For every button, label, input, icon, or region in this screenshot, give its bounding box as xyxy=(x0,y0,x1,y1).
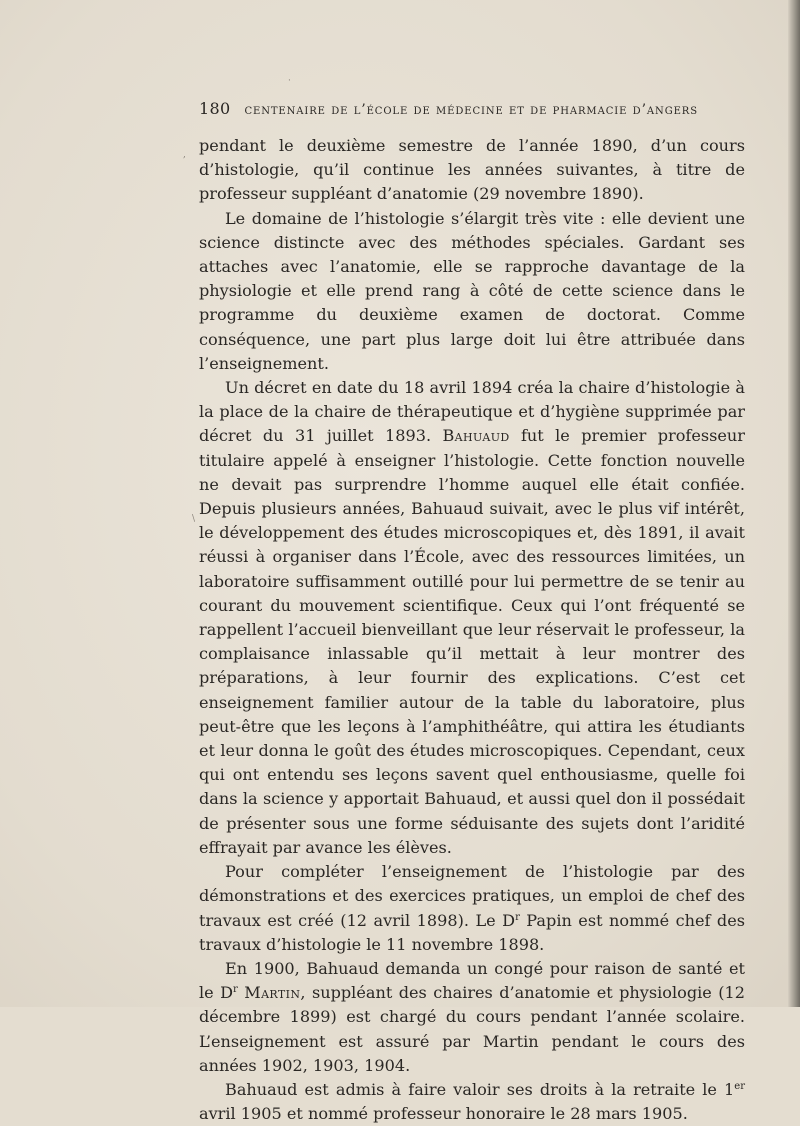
paragraph-3-text-cont: fut le premier professeur titulaire appelé à enseigner l’histologie. Cette fonction nouvelle ne devait pas surprendre l’homme auquel elle était confiée. Depuis plusieurs années, Bahuaud suivait, avec le plus vif intérêt, le développement des études microscopiques et, dès 1891, il avait réussi à organiser dans l’École, avec des ressources limitées, un laboratoire suffisamment outillé pour lui permettre de se tenir au courant du mouvement scientifique. Ceux qui l’ont fréquenté se rappellent l’accueil bienveillant que leur réservait le professeur, la complaisance inlassable qu’il mettait à leur montrer des préparations, à leur fournir des explications. C’est cet enseignement familier autour de la table du laboratoire, plus peut-être que les leçons à l’amphithéâtre, qui attira les étudiants et leur donna le goût des études microscopiques. Cependant, ceux qui ont entendu ses leçons savent quel enthousiasme, quelle foi dans la science y apportait Bahuaud, et aussi quel don il possédait de présenter sous une forme séduisante des sujets dont l’aridité effrayait par avance les élèves. xyxy=(199,426,745,857)
running-header xyxy=(199,99,744,118)
paragraph-2: Le domaine de l’histologie s’élargit très vite : elle devient une science distincte avec des méthodes spéciales. Gardant ses attaches avec l’anatomie, elle se rapproche davantage de la physiologie et elle prend rang à côté de cette science dans le programme du deuxième examen de doctorat. Comme conséquence, une part plus large doit lui être attribuée dans l’enseignement. xyxy=(199,208,745,373)
superscript-er: er xyxy=(734,1080,745,1092)
paragraph-4-text-cont: Papin est nommé chef des travaux d’histologie le 11 novembre 1898. xyxy=(199,910,745,954)
page-edge-shadow xyxy=(788,0,800,1007)
paragraph-3-text: Un décret en date du 18 avril 1894 créa la chaire d’histologie à la place de la chaire de thérapeutique et d’hygiène supprimée par décret du 31 juillet 1893. xyxy=(199,378,745,446)
paragraph-5-text: En 1900, Bahuaud demanda un congé pour raison de santé et le D xyxy=(199,958,745,1003)
name-bahuaud: Bahuaud xyxy=(442,426,510,446)
paper-speck: · xyxy=(288,76,291,86)
paragraph-6-text: Bahuaud est admis à faire valoir ses droits à la retraite le 1 xyxy=(225,1079,735,1099)
paper-speck: , xyxy=(183,150,186,160)
paragraph-5-text-cont: , suppléant des chaires d’anatomie et physiologie (12 décembre 1899) est chargé du cours pendant l’année scolaire. L’enseignement est assuré par Martin pendant le cours des années 1902, 1903, 1904. xyxy=(199,983,745,1075)
paragraph-4-text: Pour compléter l’enseignement de l’histologie par des démonstrations et des exercices pratiques, un emploi de chef des travaux est créé (12 avril 1898). Le D xyxy=(199,862,745,930)
paper-speck: \ xyxy=(192,514,196,524)
paragraph-4 xyxy=(199,860,745,957)
superscript-r: r xyxy=(233,984,238,996)
paragraph-6-text-cont: avril 1905 et nommé professeur honoraire le 28 mars 1905. xyxy=(199,1104,688,1124)
superscript-r: r xyxy=(515,911,520,923)
page-number: 180 xyxy=(199,99,231,118)
name-martin: Martin xyxy=(244,983,301,1003)
body-text xyxy=(199,134,745,1126)
paragraph-3 xyxy=(199,376,745,860)
paragraph-1: pendant le deuxième semestre de l’année 1890, d’un cours d’histologie, qu’il continue les années suivantes, à titre de professeur suppléant d’anatomie (29 novembre 1890). xyxy=(199,136,745,204)
paragraph-5 xyxy=(199,957,745,1078)
paragraph-6 xyxy=(199,1078,745,1126)
running-title: centenaire de l’école de médecine et de pharmacie d’angers xyxy=(244,102,698,118)
